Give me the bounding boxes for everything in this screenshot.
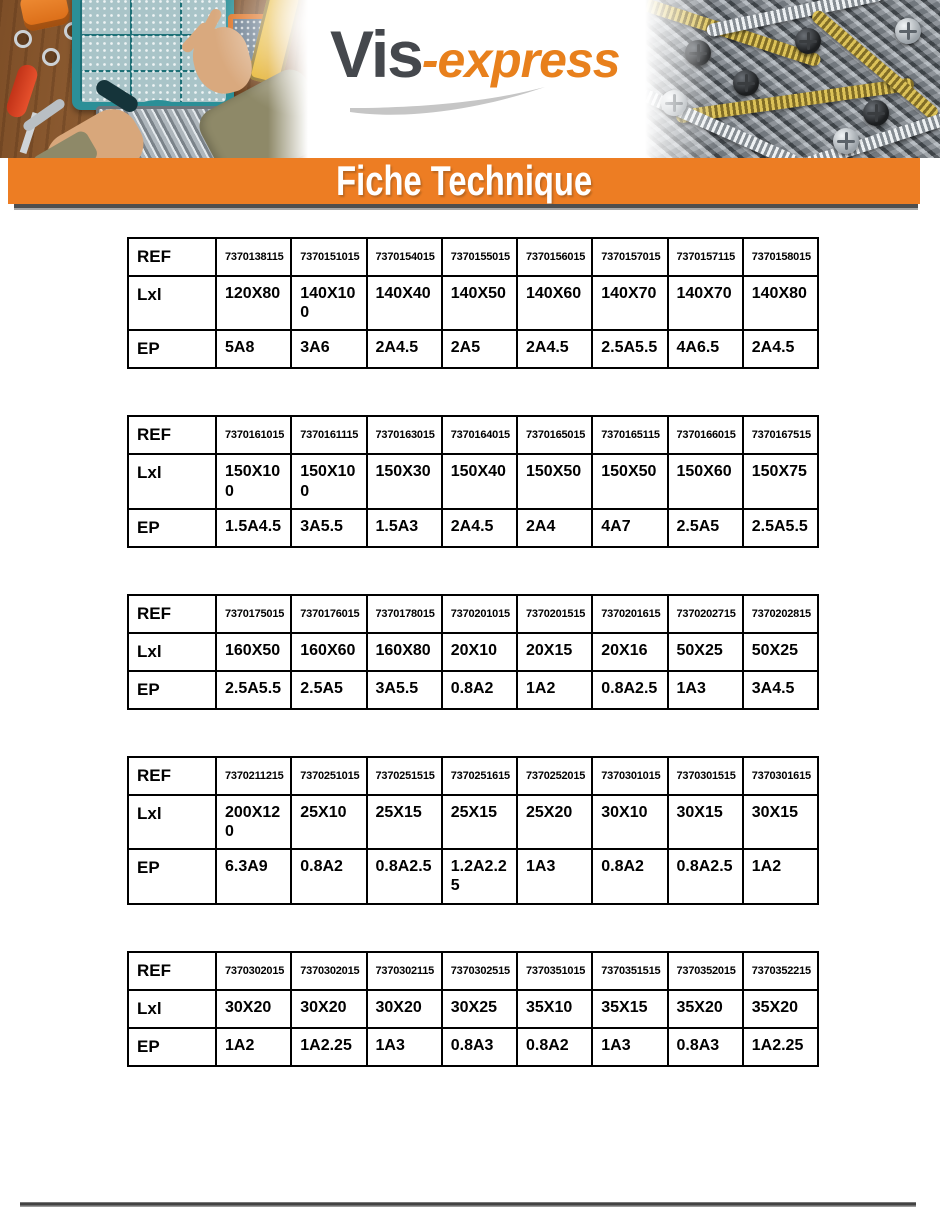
- thickness-cell: 1A2.25: [743, 1028, 818, 1066]
- thickness-cell: 4A7: [592, 509, 667, 547]
- ref-cell: 7370202815: [743, 595, 818, 633]
- table-row-dims: [128, 633, 818, 671]
- dimension-cell: 30X20: [291, 990, 366, 1028]
- photo-fade-overlay: [645, 0, 940, 158]
- ref-cell: 7370302015: [291, 952, 366, 990]
- dimension-cell: 150X50: [592, 454, 667, 508]
- dimension-cell: 140X70: [592, 276, 667, 330]
- row-label: Lxl: [128, 276, 216, 330]
- row-label: REF: [128, 238, 216, 276]
- thickness-cell: 0.8A2: [291, 849, 366, 903]
- ref-cell: 7370176015: [291, 595, 366, 633]
- dimension-cell: 30X20: [216, 990, 291, 1028]
- ref-cell: 7370165015: [517, 416, 592, 454]
- ref-cell: 7370302115: [367, 952, 442, 990]
- dimension-cell: 140X80: [743, 276, 818, 330]
- screws-photo: [645, 0, 940, 158]
- thickness-cell: 2.5A5.5: [592, 330, 667, 368]
- workbench-photo: [0, 0, 308, 158]
- logo-text-primary: Vis: [330, 17, 422, 91]
- table-row-eps: [128, 1028, 818, 1066]
- dimension-cell: 140X60: [517, 276, 592, 330]
- thickness-cell: 0.8A3: [668, 1028, 743, 1066]
- dimension-cell: 35X10: [517, 990, 592, 1028]
- dimension-cell: 200X120: [216, 795, 291, 849]
- thickness-cell: 2.5A5: [668, 509, 743, 547]
- thickness-cell: 2.5A5.5: [743, 509, 818, 547]
- thickness-cell: 1A2.25: [291, 1028, 366, 1066]
- dimension-cell: 20X16: [592, 633, 667, 671]
- dimension-cell: 140X100: [291, 276, 366, 330]
- thickness-cell: 3A5.5: [291, 509, 366, 547]
- row-label: REF: [128, 952, 216, 990]
- thickness-cell: 1A2: [743, 849, 818, 903]
- thickness-cell: 1.2A2.25: [442, 849, 517, 903]
- page-title: Fiche Technique: [335, 157, 593, 204]
- table-row-eps: [128, 509, 818, 547]
- dimension-cell: 150X100: [291, 454, 366, 508]
- ref-cell: 7370158015: [743, 238, 818, 276]
- thickness-cell: 1A2: [216, 1028, 291, 1066]
- dimension-cell: 25X20: [517, 795, 592, 849]
- ref-cell: 7370166015: [668, 416, 743, 454]
- thickness-cell: 1A2: [517, 671, 592, 709]
- dimension-cell: 35X20: [743, 990, 818, 1028]
- spec-table-1: [127, 237, 819, 369]
- ref-cell: 7370161115: [291, 416, 366, 454]
- row-label: EP: [128, 509, 216, 547]
- dimension-cell: 160X60: [291, 633, 366, 671]
- dimension-cell: 150X50: [517, 454, 592, 508]
- ref-cell: 7370155015: [442, 238, 517, 276]
- spec-tables-area: [127, 237, 819, 1113]
- dimension-cell: 150X100: [216, 454, 291, 508]
- title-banner: [8, 158, 920, 204]
- table-row-refs: [128, 952, 818, 990]
- ref-cell: 7370301615: [743, 757, 818, 795]
- ref-cell: 7370175015: [216, 595, 291, 633]
- ref-cell: 7370167515: [743, 416, 818, 454]
- row-label: REF: [128, 595, 216, 633]
- ref-cell: 7370301015: [592, 757, 667, 795]
- row-label: EP: [128, 330, 216, 368]
- table-row-refs: [128, 416, 818, 454]
- thickness-cell: 2A5: [442, 330, 517, 368]
- ref-cell: 7370352215: [743, 952, 818, 990]
- thickness-cell: 2.5A5: [291, 671, 366, 709]
- ref-cell: 7370157115: [668, 238, 743, 276]
- ref-cell: 7370352015: [668, 952, 743, 990]
- dimension-cell: 140X50: [442, 276, 517, 330]
- dimension-cell: 35X15: [592, 990, 667, 1028]
- thickness-cell: 3A4.5: [743, 671, 818, 709]
- ref-cell: 7370163015: [367, 416, 442, 454]
- thickness-cell: 0.8A2.5: [367, 849, 442, 903]
- thickness-cell: 1A3: [668, 671, 743, 709]
- logo-swoosh-icon: [348, 84, 548, 120]
- table-row-dims: [128, 276, 818, 330]
- thickness-cell: 1A3: [367, 1028, 442, 1066]
- thickness-cell: 2A4.5: [743, 330, 818, 368]
- spec-table-5: [127, 951, 819, 1067]
- dimension-cell: 30X15: [743, 795, 818, 849]
- dimension-cell: 150X30: [367, 454, 442, 508]
- logo-text-suffix: -express: [421, 32, 620, 88]
- ref-cell: 7370351015: [517, 952, 592, 990]
- dimension-cell: 30X15: [668, 795, 743, 849]
- ref-cell: 7370251615: [442, 757, 517, 795]
- table-row-dims: [128, 454, 818, 508]
- thickness-cell: 1.5A3: [367, 509, 442, 547]
- dimension-cell: 160X50: [216, 633, 291, 671]
- ref-cell: 7370252015: [517, 757, 592, 795]
- dimension-cell: 140X40: [367, 276, 442, 330]
- thickness-cell: 3A6: [291, 330, 366, 368]
- row-label: Lxl: [128, 795, 216, 849]
- thickness-cell: 0.8A2: [592, 849, 667, 903]
- dimension-cell: 25X10: [291, 795, 366, 849]
- thickness-cell: 5A8: [216, 330, 291, 368]
- ref-cell: 7370302015: [216, 952, 291, 990]
- photo-fade-overlay: [0, 0, 308, 158]
- thickness-cell: 2A4.5: [442, 509, 517, 547]
- ref-cell: 7370138115: [216, 238, 291, 276]
- brand-logo: [330, 16, 620, 92]
- ref-cell: 7370156015: [517, 238, 592, 276]
- ref-cell: 7370202715: [668, 595, 743, 633]
- table-row-refs: [128, 238, 818, 276]
- row-label: EP: [128, 1028, 216, 1066]
- table-row-eps: [128, 671, 818, 709]
- dimension-cell: 140X70: [668, 276, 743, 330]
- dimension-cell: 150X60: [668, 454, 743, 508]
- ref-cell: 7370201615: [592, 595, 667, 633]
- table-row-refs: [128, 595, 818, 633]
- footer-divider: [20, 1202, 916, 1207]
- thickness-cell: 0.8A2: [442, 671, 517, 709]
- thickness-cell: 2.5A5.5: [216, 671, 291, 709]
- ref-cell: 7370154015: [367, 238, 442, 276]
- dimension-cell: 25X15: [367, 795, 442, 849]
- ref-cell: 7370351515: [592, 952, 667, 990]
- ref-cell: 7370157015: [592, 238, 667, 276]
- ref-cell: 7370302515: [442, 952, 517, 990]
- thickness-cell: 0.8A2.5: [668, 849, 743, 903]
- row-label: Lxl: [128, 633, 216, 671]
- ref-cell: 7370161015: [216, 416, 291, 454]
- ref-cell: 7370164015: [442, 416, 517, 454]
- table-row-eps: [128, 849, 818, 903]
- dimension-cell: 30X10: [592, 795, 667, 849]
- spec-table-4: [127, 756, 819, 905]
- dimension-cell: 35X20: [668, 990, 743, 1028]
- dimension-cell: 150X75: [743, 454, 818, 508]
- dimension-cell: 120X80: [216, 276, 291, 330]
- thickness-cell: 1A3: [592, 1028, 667, 1066]
- thickness-cell: 1.5A4.5: [216, 509, 291, 547]
- thickness-cell: 0.8A2: [517, 1028, 592, 1066]
- dimension-cell: 30X25: [442, 990, 517, 1028]
- row-label: Lxl: [128, 454, 216, 508]
- spec-table-3: [127, 594, 819, 710]
- row-label: Lxl: [128, 990, 216, 1028]
- row-label: REF: [128, 416, 216, 454]
- thickness-cell: 4A6.5: [668, 330, 743, 368]
- dimension-cell: 160X80: [367, 633, 442, 671]
- dimension-cell: 150X40: [442, 454, 517, 508]
- thickness-cell: 1A3: [517, 849, 592, 903]
- ref-cell: 7370178015: [367, 595, 442, 633]
- table-row-dims: [128, 795, 818, 849]
- thickness-cell: 2A4.5: [367, 330, 442, 368]
- dimension-cell: 20X10: [442, 633, 517, 671]
- ref-cell: 7370251515: [367, 757, 442, 795]
- thickness-cell: 0.8A3: [442, 1028, 517, 1066]
- ref-cell: 7370151015: [291, 238, 366, 276]
- table-row-dims: [128, 990, 818, 1028]
- table-row-eps: [128, 330, 818, 368]
- thickness-cell: 2A4: [517, 509, 592, 547]
- dimension-cell: 25X15: [442, 795, 517, 849]
- thickness-cell: 0.8A2.5: [592, 671, 667, 709]
- dimension-cell: 50X25: [743, 633, 818, 671]
- dimension-cell: 20X15: [517, 633, 592, 671]
- ref-cell: 7370165115: [592, 416, 667, 454]
- table-row-refs: [128, 757, 818, 795]
- ref-cell: 7370201015: [442, 595, 517, 633]
- thickness-cell: 3A5.5: [367, 671, 442, 709]
- ref-cell: 7370251015: [291, 757, 366, 795]
- dimension-cell: 30X20: [367, 990, 442, 1028]
- banner-divider: [14, 204, 918, 210]
- dimension-cell: 50X25: [668, 633, 743, 671]
- thickness-cell: 2A4.5: [517, 330, 592, 368]
- spec-table-2: [127, 415, 819, 547]
- row-label: EP: [128, 671, 216, 709]
- thickness-cell: 6.3A9: [216, 849, 291, 903]
- ref-cell: 7370301515: [668, 757, 743, 795]
- ref-cell: 7370201515: [517, 595, 592, 633]
- row-label: EP: [128, 849, 216, 903]
- row-label: REF: [128, 757, 216, 795]
- ref-cell: 7370211215: [216, 757, 291, 795]
